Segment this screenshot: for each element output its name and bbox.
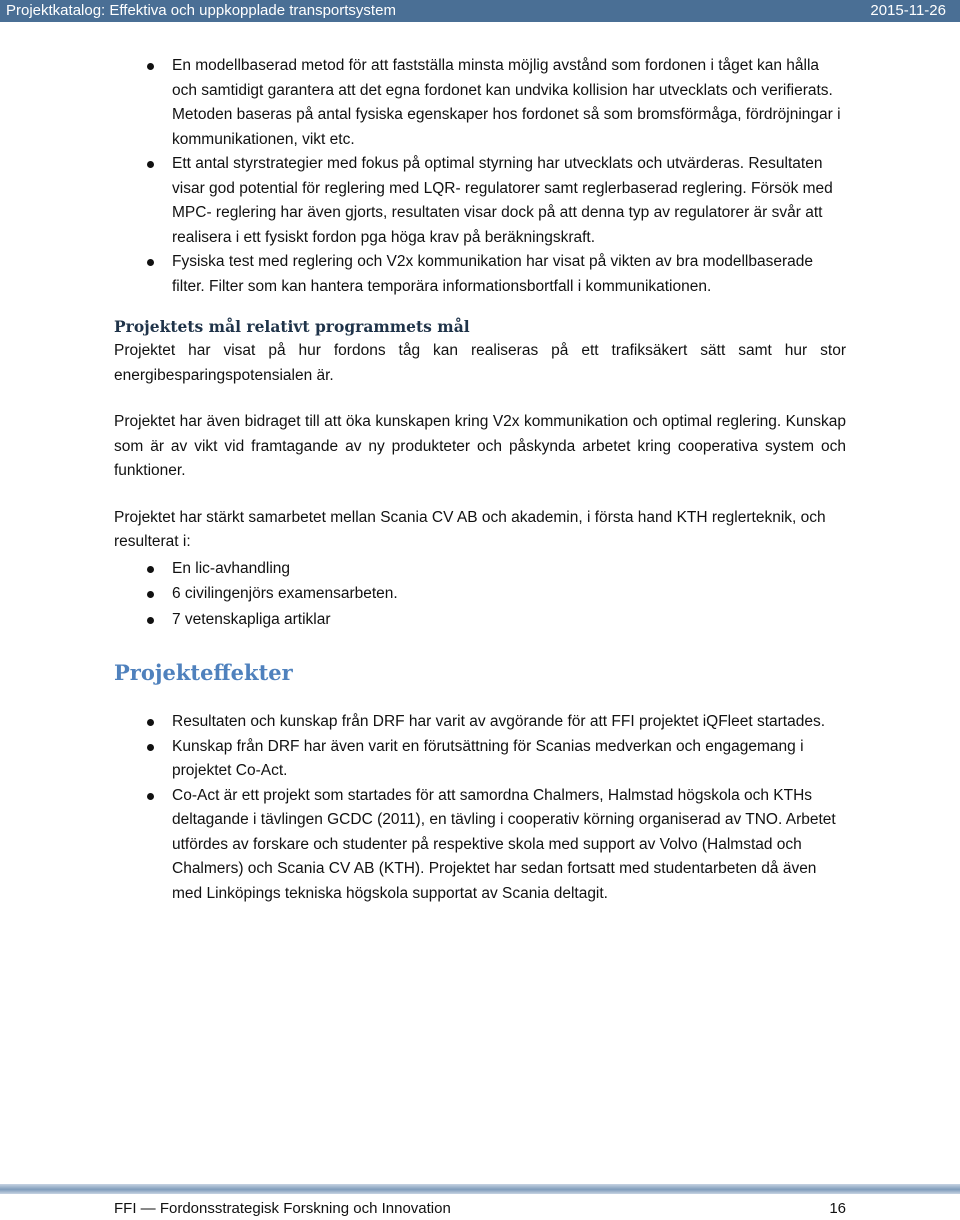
goals-heading: Projektets mål relativt programmets mål	[114, 317, 470, 336]
list-item	[114, 784, 846, 907]
list-item-text: Co-Act är ett projekt som startades för att samordna Chalmers, Halmstad högskola och KTHs deltagande i tävlingen GCDC (2011), en tävling i cooperativ körning organiserad av TNO. Arbetet utfördes av forskare och studenter på respektive skola med support av Volvo (Halmstad och Chalmers) och Scania CV AB (KTH). Projektet har sedan fortsatt med studentarbeten då även med Linköpings tekniska högskola supportat av Scania deltagit.	[172, 786, 836, 902]
page-content	[114, 54, 846, 906]
document-date: 2015-11-26	[870, 2, 946, 19]
list-item	[114, 710, 846, 735]
bullet-icon	[147, 591, 154, 598]
bullet-icon	[147, 744, 154, 751]
list-item-text: Ett antal styrstrategier med fokus på optimal styrning har utvecklats och utvärderas. Resultaten visar god potential för reglering med LQR- regulatorer samt reglerbaserad reglering. Försök med MPC- reglering har även gjorts, resultaten visar dock på att denna typ av regulatorer är svår att realisera i ett fysiskt fordon pga höga krav på beräkningskraft.	[172, 155, 833, 246]
list-item-text: Kunskap från DRF har även varit en förutsättning för Scanias medverkan och engagemang i projektet Co-Act.	[172, 737, 804, 779]
list-item	[114, 557, 846, 582]
bullet-icon	[147, 259, 154, 266]
list-item	[114, 54, 846, 152]
list-item	[114, 152, 846, 250]
bullet-icon	[147, 161, 154, 168]
goals-paragraph-3: Projektet har stärkt samarbetet mellan Scania CV AB och akademin, i första hand KTH reglerteknik, och resulterat i:	[114, 508, 826, 550]
bullet-icon	[147, 719, 154, 726]
footer-divider	[0, 1184, 960, 1194]
bullet-icon	[147, 793, 154, 800]
header-bar	[0, 0, 960, 22]
list-item-text: En modellbaserad metod för att fastställa minsta möjlig avstånd som fordonen i tåget kan hålla och samtidigt garantera att det egna fordonet kan undvika kollision har utvecklats och verifierats. Metoden baseras på antal fysiska egenskaper hos fordonet så som bromsförmåga, fördröjningar i kommunikationen, vikt etc.	[172, 57, 841, 148]
document-title: Projektkatalog: Effektiva och uppkopplade transportsystem	[6, 2, 396, 19]
bullet-icon	[147, 566, 154, 573]
list-item	[114, 735, 846, 784]
footer-text: FFI — Fordonsstrategisk Forskning och Innovation	[114, 1200, 451, 1217]
goals-paragraph-2: Projektet har även bidraget till att öka kunskapen kring V2x kommunikation och optimal reglering. Kunskap som är av vikt vid framtagande av ny produkteter och påskynda arbetet kring cooperativa system och funktioner.	[114, 413, 846, 479]
list-item	[114, 250, 846, 299]
list-item-text: 7 vetenskapliga artiklar	[172, 610, 331, 628]
list-item-text: En lic-avhandling	[172, 559, 291, 577]
page-footer	[114, 1199, 846, 1219]
effects-bullet-list	[114, 710, 846, 906]
list-item-text: 6 civilingenjörs examensarbeten.	[172, 585, 398, 602]
list-item-text: Resultaten och kunskap från DRF har varit av avgörande för att FFI projektet iQFleet startades.	[172, 713, 826, 730]
results-bullet-list	[114, 54, 846, 299]
page-number: 16	[829, 1200, 846, 1217]
goals-paragraph-1: Projektet har visat på hur fordons tåg kan realiseras på ett trafiksäkert sätt samt hur stor energibesparingspotensialen är.	[114, 342, 846, 384]
list-item	[114, 582, 846, 607]
bullet-icon	[147, 617, 154, 624]
list-item	[114, 608, 846, 633]
outcome-list	[114, 557, 846, 633]
effects-heading: Projekteffekter	[114, 660, 293, 685]
list-item-text: Fysiska test med reglering och V2x kommunikation har visat på vikten av bra modellbaserade filter. Filter som kan hantera temporära informationsbortfall i kommunikationen.	[172, 253, 813, 295]
bullet-icon	[147, 63, 154, 70]
